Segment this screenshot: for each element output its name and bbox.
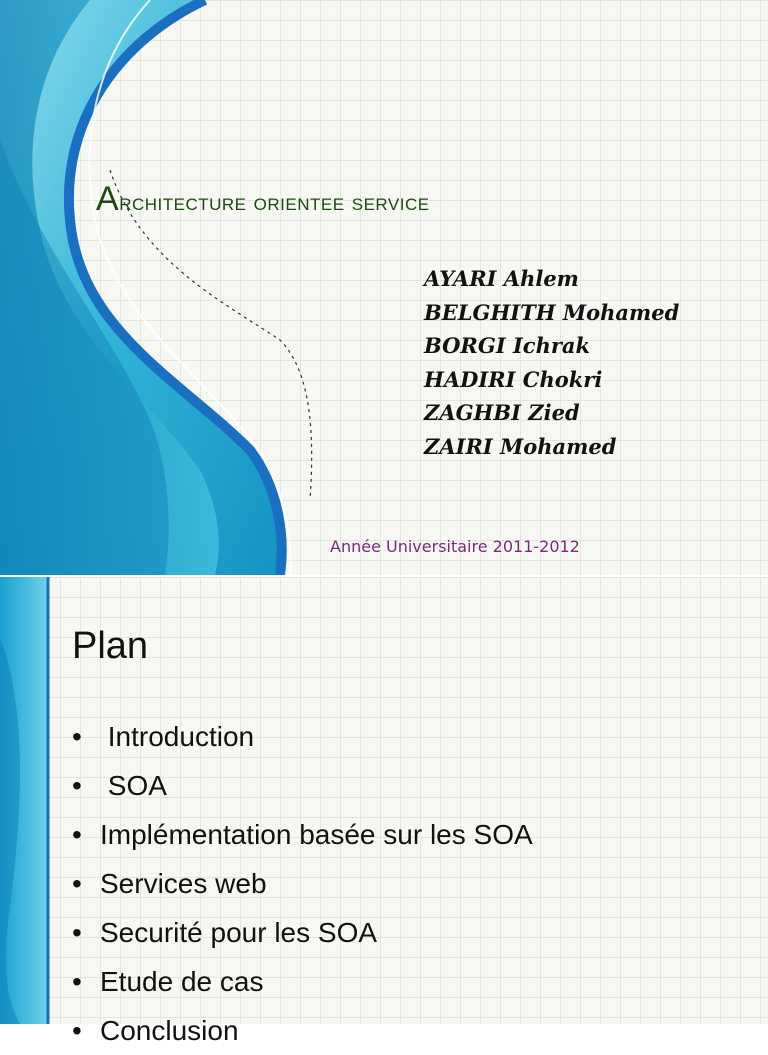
author-name: BELGHITH Mohamed: [424, 299, 680, 325]
author-name: HADIRI Chokri: [424, 366, 603, 392]
author-name: AYARI Ahlem: [424, 266, 579, 291]
author-name: ZAIRI Mohamed: [424, 433, 617, 459]
side-wave-decoration: [0, 577, 60, 1024]
bullet-icon: •: [72, 966, 82, 997]
plan-item: • Services web: [72, 859, 533, 908]
plan-item: • SOA: [72, 761, 533, 810]
plan-title: Plan: [72, 625, 149, 667]
bullet-icon: •: [72, 917, 82, 948]
plan-item: • Etude de cas: [72, 957, 533, 1006]
plan-item: • Securité pour les SOA: [72, 908, 533, 957]
title-text: rchitecture orientee service: [119, 189, 430, 216]
bullet-icon: •: [72, 1015, 82, 1046]
bullet-icon: •: [72, 868, 82, 899]
author-name: BORGI Ichrak: [424, 333, 591, 358]
plan-list: [72, 712, 533, 1055]
plan-item: • Implémentation basée sur les SOA: [72, 810, 533, 859]
author-list: [424, 262, 679, 463]
author-name: ZAGHBI Zied: [424, 400, 580, 425]
bullet-icon: •: [72, 721, 82, 752]
bullet-icon: •: [72, 770, 82, 801]
wave-decoration: [0, 0, 320, 575]
plan-item: • Conclusion: [72, 1006, 533, 1055]
academic-year: Année Universitaire 2011-2012: [330, 537, 580, 556]
presentation-title: Architecture orientee service: [96, 180, 430, 218]
plan-item: • Introduction: [72, 712, 533, 761]
bullet-icon: •: [72, 819, 82, 850]
